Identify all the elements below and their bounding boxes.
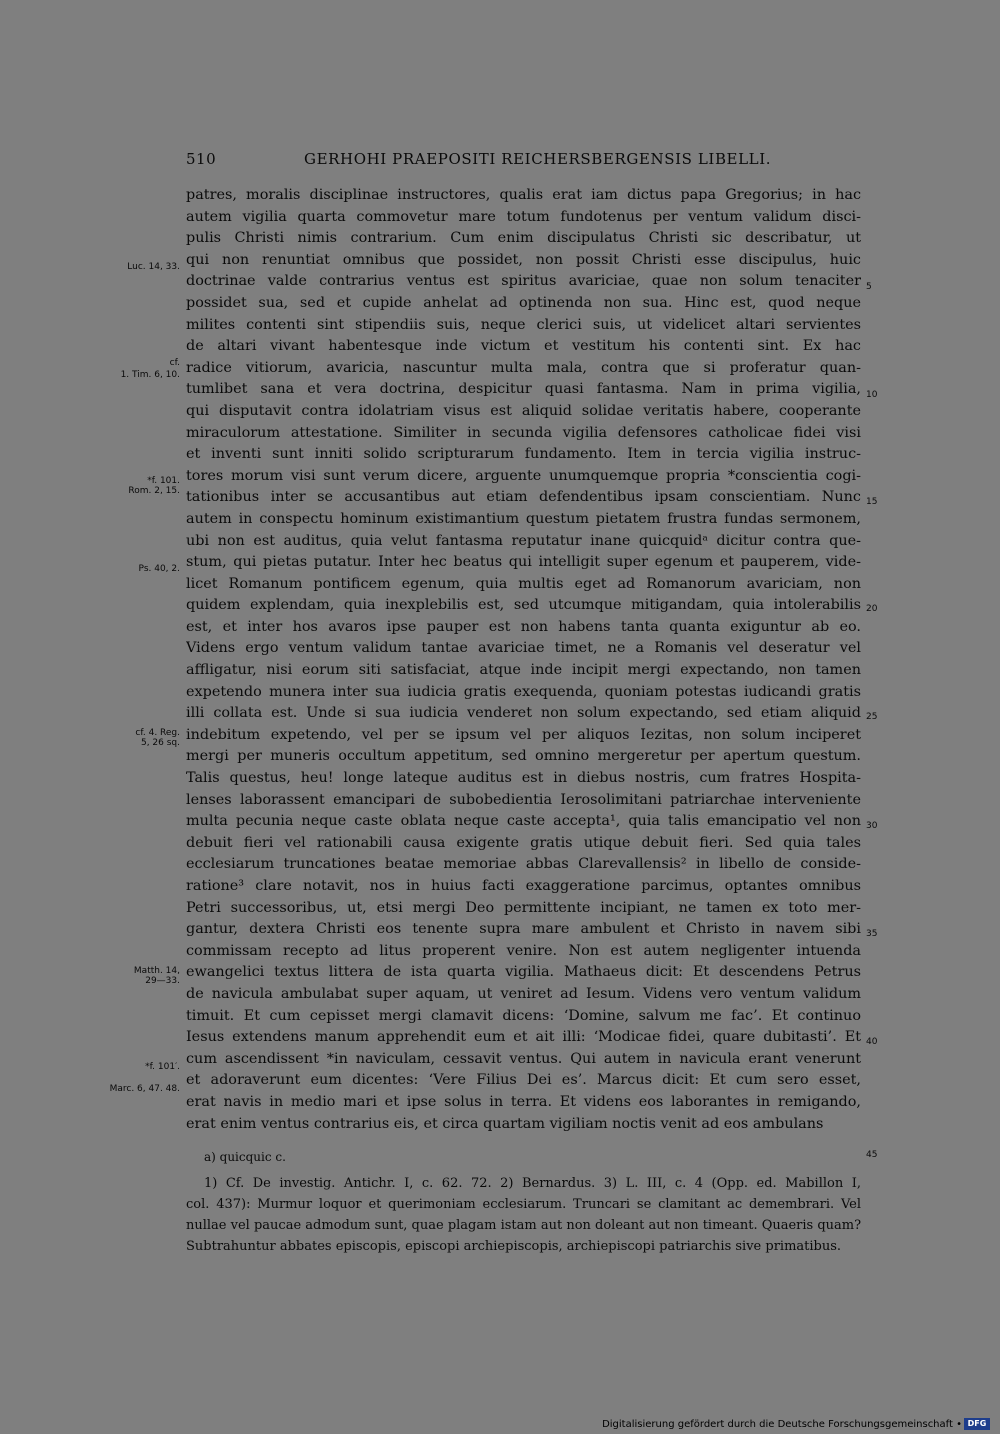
footnotes bbox=[186, 1173, 861, 1257]
text-line: qui disputavit contra idolatriam visus est aliquid solidae veritatis habere, cooperante bbox=[186, 402, 861, 419]
page-number: 510 bbox=[186, 150, 217, 168]
text-line: autem in conspectu hominum existimantium questum pietatem frustra fundas sermonem, bbox=[186, 510, 861, 527]
text-line: ecclesiarum truncationes beatae memoriae abbas Clarevallensis² in libello de conside- bbox=[186, 856, 861, 873]
text-line: mergi per muneris occultum appetitum, sed omnino mergeretur per apertum questum. bbox=[186, 748, 861, 765]
page-header bbox=[186, 150, 866, 174]
running-title: GERHOHI PRAEPOSITI REICHERSBERGENSIS LIBELLI. bbox=[304, 150, 772, 168]
text-line: de altari vivant habentesque inde victum et vestitum his contenti sint. Ex hac bbox=[186, 338, 861, 355]
text-line: stum, qui pietas putatur. Inter hec beatus qui intelligit super egenum et pauperem, vide- bbox=[186, 554, 861, 571]
footnote-line: Subtrahuntur abbates episcopis, episcopi archiepiscopis, archiepiscopi patriarchis sive primatibus. bbox=[186, 1239, 842, 1254]
text-line: qui non renuntiat omnibus que possidet, non possit Christi esse discipulus, huic bbox=[186, 251, 861, 268]
text-line: ewangelici textus littera de ista quarta vigilia. Mathaeus dicit: Et descendens Petrus bbox=[186, 964, 861, 981]
line-number: 20 bbox=[866, 604, 878, 614]
line-number: 45 bbox=[866, 1150, 878, 1160]
text-line: tationibus inter se accusantibus aut etiam defendentibus ipsam conscientiam. Nunc bbox=[186, 489, 861, 506]
text-line: Talis questus, heu! longe lateque auditus est in diebus nostris, cum fratres Hospita- bbox=[186, 770, 861, 787]
text-line: erat enim ventus contrarius eis, et circa quartam vigiliam noctis venit ad eos ambulans bbox=[186, 1115, 824, 1132]
text-line: et inventi sunt inniti solido scripturarum fundamento. Item in tercia vigilia instruc- bbox=[186, 446, 861, 463]
main-text bbox=[186, 185, 861, 1135]
margin-reference: 5, 26 sq. bbox=[140, 738, 180, 748]
text-line: expetendo munera inter sua iudicia gratis exequenda, quoniam potestas iudicandi gratis bbox=[186, 683, 861, 700]
text-line: debuit fieri vel rationabili causa exigente gratis utique debuit fieri. Sed quia tales bbox=[186, 834, 861, 851]
text-line: est, et inter hos avaros ipse pauper est non habens tanta quanta exiguntur ab eo. bbox=[186, 618, 861, 635]
text-line: illi collata est. Unde si sua iudicia venderet non solum expectando, sed etiam aliquid bbox=[186, 705, 861, 722]
line-number: 35 bbox=[866, 929, 878, 939]
text-line: ubi non est auditus, quia velut fantasma reputatur inane quicquidᵃ dicitur contra que- bbox=[186, 532, 861, 549]
text-line: indebitum expetendo, vel per se ipsum vel per aliquos Iezitas, non solum inciperet bbox=[186, 726, 861, 743]
line-number: 5 bbox=[866, 282, 872, 292]
text-line: commissam recepto ad litus properent venire. Non est autem negligenter intuenda bbox=[186, 942, 861, 959]
text-line: possidet sua, sed et cupide anhelat ad optinenda non sua. Hinc est, quod neque bbox=[186, 294, 861, 311]
text-line: multa pecunia neque caste oblata neque caste accepta¹, quia talis emancipatio vel non bbox=[186, 813, 861, 830]
text-line: de navicula ambulabat super aquam, ut veniret ad Iesum. Videns vero ventum validum bbox=[186, 985, 861, 1002]
text-line: timuit. Et cum cepisset mergi clamavit dicens: ‘Domine, salvum me fac’. Et continuo bbox=[186, 1007, 861, 1024]
margin-reference: 29—33. bbox=[145, 976, 180, 986]
apparatus-note: a) quicquic c. bbox=[204, 1150, 286, 1164]
margin-reference: cf. 4. Reg. bbox=[135, 728, 180, 738]
line-number: 25 bbox=[866, 712, 878, 722]
text-line: cum ascendissent *in naviculam, cessavit ventus. Qui autem in navicula erant venerunt bbox=[186, 1050, 861, 1067]
line-number: 40 bbox=[866, 1037, 878, 1047]
line-number: 30 bbox=[866, 821, 878, 831]
footnote-line: nullae vel paucae admodum sunt, quae plagam istam aut non doleant aut non timeant. Quaeris quam? bbox=[186, 1218, 861, 1233]
text-line: licet Romanum pontificem egenum, quia multis eget ad Romanorum avariciam, non bbox=[186, 575, 861, 592]
text-line: pulis Christi nimis contrarium. Cum enim discipulatus Christi sic describatur, ut bbox=[186, 230, 861, 247]
margin-reference: Ps. 40, 2. bbox=[138, 564, 180, 574]
text-line: Petri successoribus, ut, etsi mergi Deo permittente incipiant, ne tamen ex toto mer- bbox=[186, 899, 861, 916]
line-number: 10 bbox=[866, 390, 878, 400]
text-line: Iesus extendens manum apprehendit eum et ait illi: ‘Modicae fidei, quare dubitasti’. Et bbox=[186, 1029, 861, 1046]
text-line: Videns ergo ventum validum tantae avariciae timet, ne a Romanis vel deseratur vel bbox=[186, 640, 861, 657]
margin-reference: cf. bbox=[169, 358, 180, 368]
text-line: radice vitiorum, avaricia, nascuntur multa mala, contra que si proferatur quan- bbox=[186, 359, 861, 376]
text-line: tores morum visi sunt verum dicere, arguente unumquemque propria *conscientia cogi- bbox=[186, 467, 861, 484]
text-line: patres, moralis disciplinae instructores, qualis erat iam dictus papa Gregorius; in hac bbox=[186, 187, 861, 203]
text-line: autem vigilia quarta commovetur mare totum fundotenus per ventum validum disci- bbox=[186, 208, 861, 225]
text-line: quidem explendam, quia inexplebilis est, sed utcumque mitigandam, quia intolerabilis bbox=[186, 597, 861, 614]
margin-reference: Matth. 14, bbox=[133, 966, 180, 976]
text-line: lenses laborassent emancipari de subobedientia Ierosolimitani patriarchae interveniente bbox=[186, 791, 861, 808]
footnote-line: 1) Cf. De investig. Antichr. I, c. 62. 72. 2) Bernardus. 3) L. III, c. 4 (Opp. ed. Mabillon I, bbox=[204, 1176, 861, 1191]
text-line: gantur, dextera Christi eos tenente supra mare ambulent et Christo in navem sibi bbox=[186, 921, 861, 938]
text-line: et adoraverunt eum dicentes: ‘Vere Filius Dei es’. Marcus dicit: Et cum sero esset, bbox=[186, 1072, 861, 1089]
dfg-logo[interactable]: DFG bbox=[964, 1418, 990, 1430]
text-line: erat navis in medio mari et ipse solus in terra. Et videns eos laborantes in remigando, bbox=[186, 1093, 861, 1110]
text-line: milites contenti sint stipendiis suis, neque clerici suis, ut videlicet altari servientes bbox=[186, 316, 861, 333]
margin-reference: Rom. 2, 15. bbox=[128, 486, 180, 496]
margin-reference: *f. 101. bbox=[147, 476, 180, 486]
text-line: miraculorum attestatione. Similiter in secunda vigilia defensores catholicae fidei visi bbox=[186, 424, 861, 441]
text-line: ratione³ clare notavit, nos in huius facti exaggeratione parcimus, optantes omnibus bbox=[186, 878, 861, 894]
line-number: 15 bbox=[866, 497, 878, 507]
margin-reference: Marc. 6, 47. 48. bbox=[109, 1084, 180, 1094]
text-line: doctrinae valde contrarius ventus est spiritus avariciae, quae non solum tenaciter bbox=[186, 273, 861, 290]
margin-reference: Luc. 14, 33. bbox=[127, 262, 180, 272]
margin-reference: 1. Tim. 6, 10. bbox=[120, 370, 180, 380]
text-line: tumlibet sana et vera doctrina, despicitur quasi fantasma. Nam in prima vigilia, bbox=[186, 381, 861, 398]
text-line: affligatur, nisi eorum siti satisfaciat, atque inde incipit mergi expectando, non tamen bbox=[186, 662, 861, 679]
digitization-credit: Digitalisierung gefördert durch die Deutsche Forschungsgemeinschaft • bbox=[602, 1419, 962, 1430]
footnote-line: col. 437): Murmur loquor et querimoniam ecclesiarum. Truncari se clamitant ac demembrari. Vel bbox=[186, 1197, 861, 1212]
margin-reference: *f. 101′. bbox=[145, 1062, 180, 1072]
